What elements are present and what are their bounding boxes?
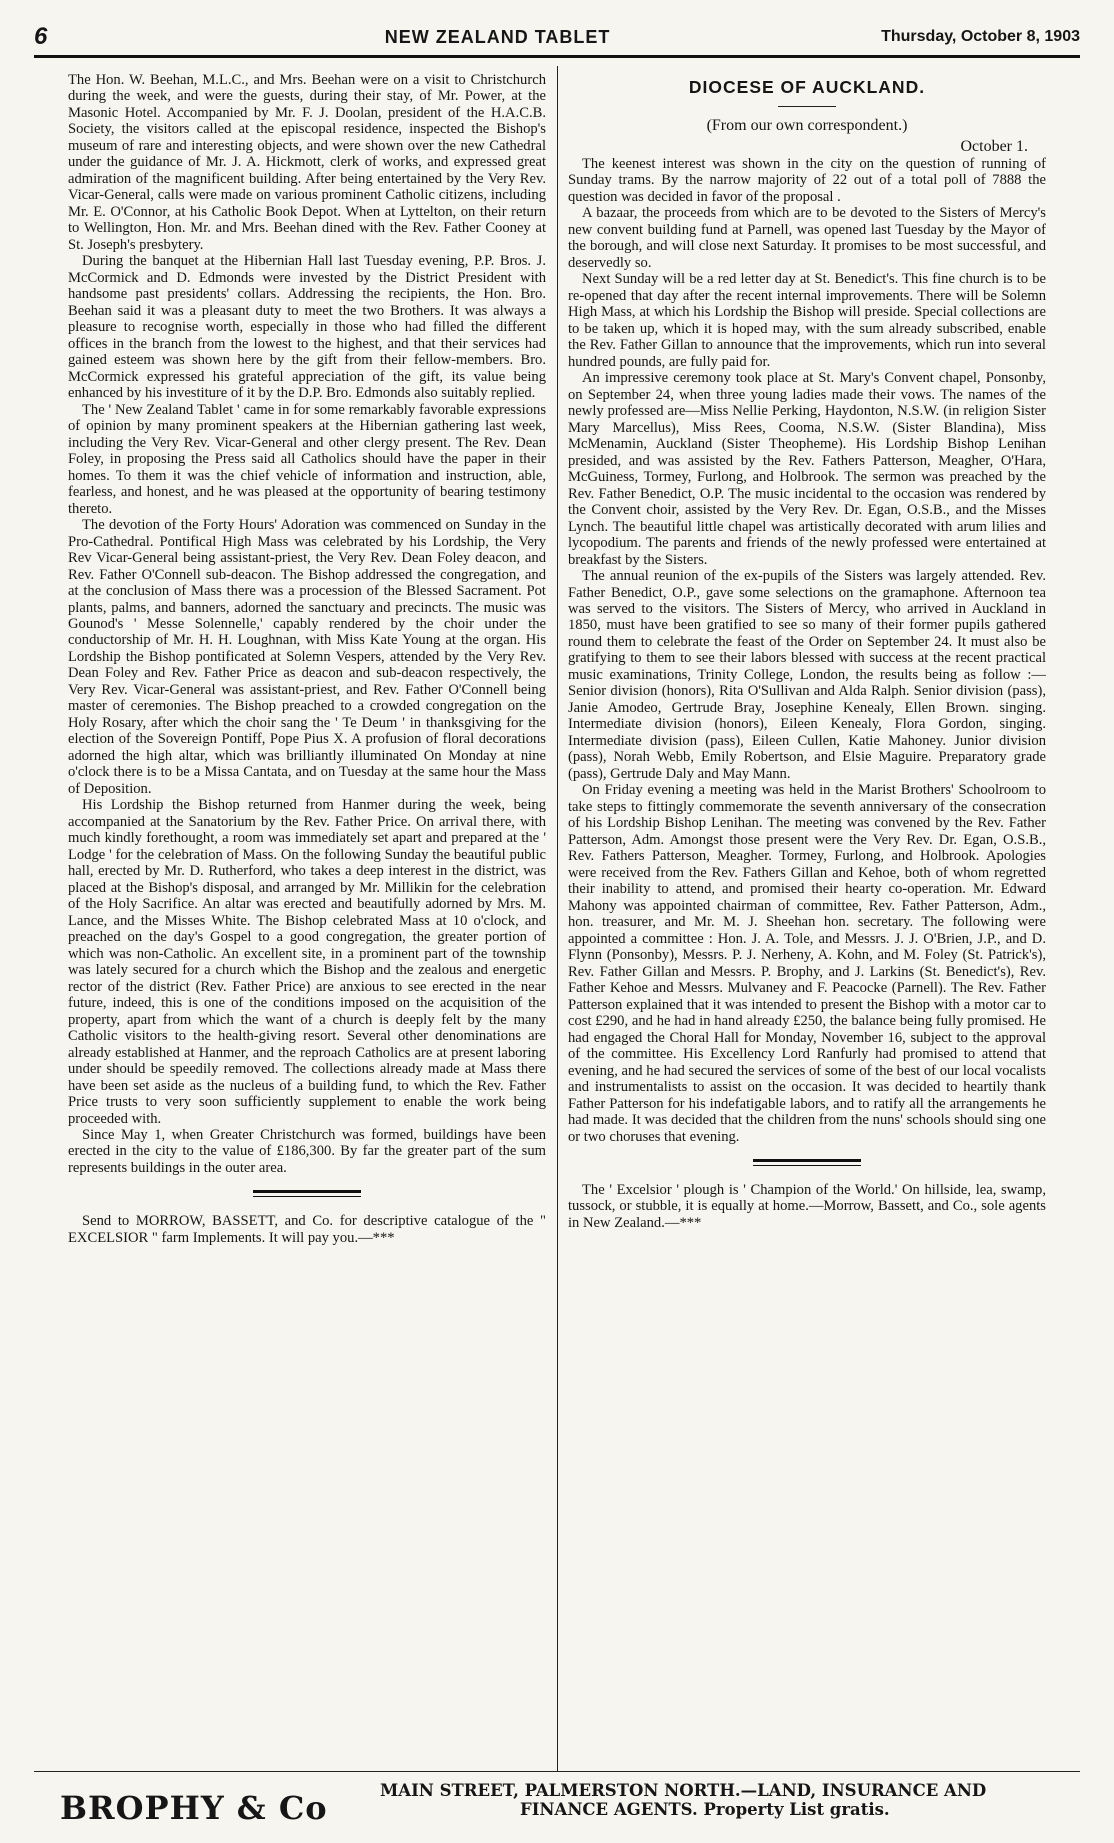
section-divider	[253, 1190, 361, 1197]
footer-brand: BROPHY & Co	[60, 1789, 328, 1827]
footer-advertisement	[60, 1777, 1100, 1825]
advertisement-excelsior-plough	[568, 1182, 1046, 1231]
advertisement-text: Send to MORROW, BASSETT, and Co. for descriptive catalogue of the " EXCELSIOR " farm Implements. It will pay you.—***	[68, 1213, 546, 1246]
article-heading: DIOCESE OF AUCKLAND.	[688, 77, 926, 97]
article-dateline: October 1.	[960, 137, 1028, 155]
publication-title: NEW ZEALAND TABLET	[384, 26, 611, 47]
article-paragraph: The annual reunion of the ex-pupils of the Sisters was largely attended. Rev. Father Benedict, O.P., gave some selections on the gramaphone. Afternoon tea was served to the visitors. The Sisters of Mercy, who arrived in Auckland in 1850, must have been gratified to see so many of their former pupils gathered round them to celebrate the feast of the Order on September 24. It must also be gratifying to them to see their labors blessed with success at the recent practical music examinations, Trinity College, London, the results being as follow :—Senior division (honors), Rita O'Sullivan and Alda Ralph. Senior division (pass), Janie Amodeo, Gertrude Bray, Josephine Kenealy, Ellen Brown. singing. Intermediate division (honors), Eileen Kenealy, Flora Gordon, singing. Intermediate division (pass), Eileen Cullen, Katie Mahoney. Junior division (pass), Norah Webb, Emily Robertson, and Elsie Maguire. Preparatory grade (pass), Gertrude Daly and May Mann.	[568, 568, 1046, 782]
article-paragraph: Next Sunday will be a red letter day at St. Benedict's. This fine church is to be re-opened that day after the recent internal improvements. There will be Solemn High Mass, at which his Lordship the Bishop will preside. Special collections are to be taken up, which it is hoped may, with the sum already subscribed, enable the Rev. Father Gillan to announce that the improvements, which run into several hundred pounds, are fully paid for.	[568, 271, 1046, 370]
right-column	[568, 72, 1046, 1752]
footer-rule	[34, 1771, 1080, 1772]
article-paragraph: On Friday evening a meeting was held in the Marist Brothers' Schoolroom to take steps to fittingly commemorate the seventh anniversary of the consecration of his Lordship Bishop Lenihan. The meeting was convened by the Rev. Father Patterson, Adm. Amongst those present were the Very Rev. Dr. Egan, O.S.B., Rev. Fathers Patterson, Meagher. Tormey, Furlong, and Holbrook. Apologies were received from the Rev. Fathers Gillan and Kehoe, both of whom regretted their inability to attend, and promised their hearty co-operation. Mr. Edward Mahony was appointed chairman of committee, Rev. Father Patterson, Adm., hon. treasurer, and Mr. M. J. Sheehan hon. secretary. The following were appointed a committee : Hon. J. A. Tole, and Messrs. J. J. O'Brien, J.P., and D. Flynn (Ponsonby), Messrs. P. J. Nerheny, A. Kohn, and M. Foley (St. Patrick's), Rev. Father Gillan and Messrs. P. Brophy, and J. Larkins (St. Benedict's), Rev. Father Kehoe and Messrs. Mulvaney and F. Peacocke (Parnell). The Rev. Father Patterson explained that it was intended to present the Bishop with a motor car to cost £290, and he had in hand already £250, the balance being fully promised. He had engaged the Choral Hall for Monday, November 16, subject to the approval of the committee. His Excellency Lord Ranfurly had promised to attend that evening, and he had secured the services of some of the best of our local vocalists and instrumentalists to assist on the occasion. It was decided to heartily thank Father Patterson for his indefatigable labors, and to ratify all the arrangements he had made. It was decided that the children from the nuns' schools should sing one or two choruses that evening.	[568, 782, 1046, 1145]
article-paragraph: The devotion of the Forty Hours' Adoration was commenced on Sunday in the Pro-Cathedral. Pontifical High Mass was celebrated by his Lordship, the Very Rev Vicar-General being assistant-priest, the Very Rev. Dean Foley deacon, and Rev. Father O'Connell sub-deacon. The Bishop addressed the congregation, and at the conclusion of Mass there was a procession of the Blessed Sacrament. Pot plants, palms, and banners, adorned the sanctuary and precincts. The music was Gounod's ' Messe Solennelle,' capably rendered by the choir under the conductorship of Mr. H. H. Loughnan, with Miss Kate Young at the organ. His Lordship the Bishop pontificated at Solemn Vespers, attended by the Very Rev. Dean Foley and Rev. Father Price as deacon and sub-deacon respectively, the Very Rev. Vicar-General was assistant-priest, and Rev. Father O'Connell being master of ceremonies. The Bishop preached to a crowded congregation on the Holy Rosary, after which the choir sang the ' Te Deum ' in thanksgiving for the election of the Sovereign Pontiff, Pope Pius X. A profusion of floral decorations adorned the high altar, which was brilliantly illuminated On Monday at nine o'clock there is to be a Missa Cantata, and on Tuesday at the same hour the Mass of Deposition.	[68, 517, 546, 797]
advertisement-text: The ' Excelsior ' plough is ' Champion of the World.' On hillside, lea, swamp, tussock, or stubble, it is equally at home.—Morrow, Bassett, and Co., sole agents in New Zealand.—***	[568, 1181, 1046, 1231]
section-divider	[753, 1159, 861, 1166]
left-column	[68, 72, 546, 1752]
page-number: 6	[34, 23, 48, 50]
heading-rule	[778, 106, 836, 107]
footer-line-1: MAIN STREET, PALMERSTON NORTH.—LAND, INSURANCE AND	[380, 1781, 987, 1801]
footer-line-2: FINANCE AGENTS. Property List gratis.	[520, 1800, 890, 1819]
header-rule	[34, 55, 1080, 58]
column-divider	[557, 66, 558, 1771]
article-paragraph: During the banquet at the Hibernian Hall last Tuesday evening, P.P. Bros. J. McCormick and D. Edmonds were invested by the District President with handsome past presidents' collars. Addressing the recipients, the Hon. Bro. Beehan said it was a pleasant duty to meet the two Brothers. It was always a pleasure to recognise worth, especially in those who had filled the different offices in the branch from the lowest to the highest, and that their services had gained esteem was shown here by the gift from their fellow-members. Bro. McCormick expressed his grateful appreciation of the gift, its value being enhanced by his investiture of it by the D.P. Bro. Edmonds also suitably replied.	[68, 253, 546, 402]
article-paragraph: The Hon. W. Beehan, M.L.C., and Mrs. Beehan were on a visit to Christchurch during the week, and were the guests, during their stay, of Mr. Power, at the Masonic Hotel. Accompanied by Mr. F. J. Doolan, president of the H.A.C.B. Society, the visitors called at the episcopal residence, inspected the Bishop's museum of rare and interesting objects, and were shown over the new Cathedral under the guidance of Mr. J. A. Hickmott, clerk of works, and expressed great admiration of the magnificent building. After being entertained by the Very Rev. Vicar-General, calls were made on various prominent Catholic citizens, including Mr. E. O'Connor, at his Catholic Book Depot. When at Lyttelton, on their return to Wellington, Hon. Mr. and Mrs. Beehan dined with the Rev. Father Cooney at St. Joseph's presbytery.	[68, 72, 546, 253]
footer-address-block	[380, 1782, 986, 1820]
page-header	[34, 22, 1080, 52]
article-byline: (From our own correspondent.)	[706, 116, 908, 134]
article-paragraph: An impressive ceremony took place at St. Mary's Convent chapel, Ponsonby, on September 24, when three young ladies made their vows. The names of the newly professed are—Miss Nellie Perking, Haydonton, N.S.W. (in religion Sister Mary Marcellus), Miss Rees, Cooma, N.S.W. (Sister Blandina), Miss McMenamin, Auckland (Sister Theopheme). His Lordship Bishop Lenihan presided, and was assisted by the Rev. Fathers Patterson, Meagher, O'Hara, McGuiness, Tormey, Furlong, and Holbrook. The sermon was preached by the Rev. Father Benedict, O.P. The music incidental to the occasion was rendered by the Convent choir, assisted by the Very Rev. Dr. Egan, O.S.B., and the Misses Lynch. The beautiful little chapel was artistically decorated with arum lilies and lycopodium. The parents and friends of the newly professed were entertained at breakfast by the Sisters.	[568, 370, 1046, 568]
article-paragraph: The keenest interest was shown in the city on the question of running of Sunday trams. By the narrow majority of 22 out of a total poll of 7888 the question was decided in favor of the proposal .	[568, 155, 1046, 205]
advertisement-excelsior-catalogue	[68, 1213, 546, 1246]
article-paragraph: A bazaar, the proceeds from which are to be devoted to the Sisters of Mercy's new convent building fund at Parnell, was opened last Tuesday by the Mayor of the borough, and will close next Saturday. It promises to be most successful, and deservedly so.	[568, 205, 1046, 271]
article-paragraph: The ' New Zealand Tablet ' came in for some remarkably favorable expressions of opinion by many prominent speakers at the Hibernian gathering last week, including the Very Rev. Vicar-General and other clergy present. The Rev. Dean Foley, in proposing the Press said all Catholics should have the paper in their homes. To them it was the chief vehicle of information and instruction, able, fearless, and honest, and he was pleased at the opportunity of bearing testimony thereto.	[68, 401, 546, 517]
article-paragraph: Since May 1, when Greater Christchurch was formed, buildings have been erected in the city to the value of £186,300. By far the greater part of the sum represents buildings in the outer area.	[68, 1127, 546, 1176]
issue-date: Thursday, October 8, 1903	[881, 28, 1080, 45]
article-paragraph: His Lordship the Bishop returned from Hanmer during the week, being accompanied at the Sanatorium by the Rev. Father Price. On arrival there, with much kindly forethought, a room was immediately set apart and prepared at the ' Lodge ' for the celebration of Mass. On the following Sunday the beautiful public hall, erected by Mr. D. Rutherford, who takes a deep interest in the district, was placed at the Bishop's disposal, and arranged by Mr. Millikin for the celebration of the Holy Sacrifice. An altar was erected and beautifully adorned by Mrs. M. Lance, and the Misses White. The Bishop celebrated Mass at 10 o'clock, and preached on the day's Gospel to a good congregation, the greater portion of which was non-Catholic. An excellent site, in a prominent part of the township was lately secured for a church which the Bishop and the zealous and energetic rector of the district (Rev. Father Price) are anxious to see erected in the near future, indeed, this is one of the conditions imposed on the acquisition of the property, apart from which the want of a church is deeply felt by the many Catholic visitors to the health-giving resort. Several other denominations are already established at Hanmer, and the reproach Catholics are at present laboring under should be speedily removed. The collections already made at Mass there have been set aside as the nucleus of a building fund, to which the Rev. Father Price trusts to very soon sufficiently supplement to enable the work being proceeded with.	[68, 797, 546, 1127]
